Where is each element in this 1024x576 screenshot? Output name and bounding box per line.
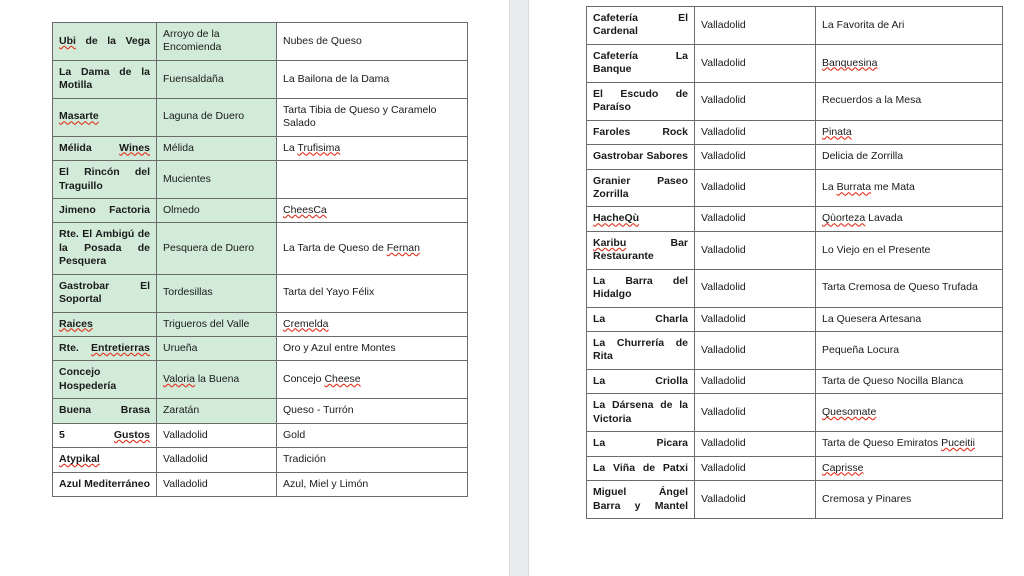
table-row <box>53 423 468 447</box>
restaurant-name-cell: Cafetería La Banque <box>587 44 695 82</box>
restaurant-name-cell: La Dama de la Motilla <box>53 60 157 98</box>
table-row <box>53 337 468 361</box>
restaurant-name-cell <box>53 98 157 136</box>
dish-cell: La Trufisima <box>277 136 468 160</box>
spellcheck-word: Banquesina <box>822 56 878 69</box>
restaurant-name-cell: Granier Paseo Zorrilla <box>587 169 695 207</box>
dish-cell <box>277 312 468 336</box>
table-row <box>53 399 468 423</box>
dish-cell: Tradición <box>277 448 468 472</box>
restaurant-name-cell <box>587 207 695 231</box>
spellcheck-word: Entretierras <box>91 342 150 354</box>
table-row <box>53 98 468 136</box>
spellcheck-word: Karibu <box>593 236 627 249</box>
restaurant-name-cell: Gastrobar Sabores <box>587 145 695 169</box>
restaurant-name-cell: Cafetería El Cardenal <box>587 7 695 45</box>
dish-cell: La Burrata me Mata <box>816 169 1003 207</box>
dish-cell: La Quesera Artesana <box>816 307 1003 331</box>
dish-cell: Cremosa y Pinares <box>816 481 1003 519</box>
table-row <box>53 198 468 222</box>
city-cell: Valladolid <box>695 394 816 432</box>
table-row <box>53 274 468 312</box>
restaurant-name-cell <box>53 448 157 472</box>
city-cell: Valladolid <box>695 207 816 231</box>
restaurant-table-page-1 <box>52 22 468 497</box>
restaurant-name-cell: La Viña de Patxi <box>587 456 695 480</box>
spellcheck-word: Raices <box>59 317 93 330</box>
table-row <box>587 7 1003 45</box>
city-cell: Valladolid <box>157 448 277 472</box>
city-cell: Fuensaldaña <box>157 60 277 98</box>
table-row <box>587 307 1003 331</box>
city-cell: Valladolid <box>695 332 816 370</box>
spellcheck-word: Trufisima <box>297 141 341 154</box>
restaurant-name-cell: La Dársena de la Victoria <box>587 394 695 432</box>
dish-cell: Delicia de Zorrilla <box>816 145 1003 169</box>
city-cell: Pesquera de Duero <box>157 223 277 274</box>
table-row <box>587 456 1003 480</box>
restaurant-name-cell: Faroles Rock <box>587 120 695 144</box>
table-row <box>587 369 1003 393</box>
table-row <box>587 332 1003 370</box>
table-row <box>587 432 1003 456</box>
spellcheck-word: Cheese <box>324 373 361 386</box>
spellcheck-word: Qùorteza <box>822 212 866 225</box>
city-cell: Valladolid <box>695 82 816 120</box>
restaurant-name-cell: La Charla <box>587 307 695 331</box>
spellcheck-word: Gustos <box>113 428 150 441</box>
dish-cell: Qùorteza Lavada <box>816 207 1003 231</box>
restaurant-name-cell: La Criolla <box>587 369 695 393</box>
spellcheck-word: Caprisse <box>822 461 864 474</box>
city-cell: Valladolid <box>695 456 816 480</box>
restaurant-name-cell: La Barra del Hidalgo <box>587 269 695 307</box>
spellcheck-word: Fernan <box>386 241 420 254</box>
restaurant-name-cell: Ubi de la Vega <box>53 23 157 61</box>
spellcheck-word: Valoria <box>163 373 195 386</box>
restaurant-name-cell: La Picara <box>587 432 695 456</box>
table-row <box>53 136 468 160</box>
table-row <box>53 161 468 199</box>
city-cell: Tordesillas <box>157 274 277 312</box>
restaurant-name-cell: Karibu Bar Restaurante <box>587 231 695 269</box>
city-cell: Valladolid <box>695 269 816 307</box>
spellcheck-word: Wines <box>119 141 150 154</box>
restaurant-name-cell: El Escudo de Paraíso <box>587 82 695 120</box>
city-cell: Olmedo <box>157 198 277 222</box>
page-gutter <box>510 0 528 576</box>
city-cell: Valladolid <box>695 120 816 144</box>
dish-cell: Concejo Cheese <box>277 361 468 399</box>
dish-cell: Tarta de Queso Nocilla Blanca <box>816 369 1003 393</box>
table-row <box>53 361 468 399</box>
restaurant-name-cell: La Churrería de Rita <box>587 332 695 370</box>
dish-cell: Oro y Azul entre Montes <box>277 337 468 361</box>
page-gutter-right-edge <box>528 0 529 576</box>
dish-cell: Gold <box>277 423 468 447</box>
city-cell: Valladolid <box>695 432 816 456</box>
table-row <box>587 207 1003 231</box>
table-row <box>587 44 1003 82</box>
dish-cell: Queso - Turrón <box>277 399 468 423</box>
restaurant-name-cell: Azul Mediterráneo <box>53 472 157 496</box>
restaurant-name-cell: Buena Brasa <box>53 399 157 423</box>
city-cell: Mélida <box>157 136 277 160</box>
spellcheck-word: Ubi <box>59 34 76 47</box>
dish-cell: Tarta Tibia de Queso y Caramelo Salado <box>277 98 468 136</box>
dish-cell: Tarta Cremosa de Queso Trufada <box>816 269 1003 307</box>
restaurant-table-page-2 <box>586 6 1003 519</box>
dish-cell <box>816 394 1003 432</box>
spellcheck-word: CheesCa <box>283 203 327 216</box>
spellcheck-word: Quesomate <box>822 406 877 419</box>
table-row <box>53 312 468 336</box>
restaurant-name-cell: Concejo Hospedería <box>53 361 157 399</box>
restaurant-name-cell <box>53 312 157 336</box>
spellcheck-word: Masarte <box>59 110 99 123</box>
dish-cell <box>277 198 468 222</box>
restaurant-name-cell: Jimeno Factoria <box>53 198 157 222</box>
dish-cell: Tarta del Yayo Félix <box>277 274 468 312</box>
table-row <box>53 448 468 472</box>
spellcheck-word: Pinata <box>822 125 852 138</box>
restaurant-name-cell: Miguel Ángel Barra y Mantel <box>587 481 695 519</box>
city-cell: Valladolid <box>695 307 816 331</box>
table-row <box>587 145 1003 169</box>
city-cell: Urueña <box>157 337 277 361</box>
city-cell: Trigueros del Valle <box>157 312 277 336</box>
city-cell: Laguna de Duero <box>157 98 277 136</box>
dish-cell: Nubes de Queso <box>277 23 468 61</box>
dish-cell <box>816 120 1003 144</box>
dish-cell <box>816 44 1003 82</box>
city-cell: Arroyo de la Encomienda <box>157 23 277 61</box>
spellcheck-word: Puceitii <box>941 437 975 450</box>
dish-cell <box>277 161 468 199</box>
city-cell: Valladolid <box>695 231 816 269</box>
dish-cell: La Favorita de Ari <box>816 7 1003 45</box>
spellcheck-word: Cremelda <box>283 317 329 330</box>
restaurant-name-cell: Mélida Wines <box>53 136 157 160</box>
table-row <box>587 231 1003 269</box>
table-row <box>587 82 1003 120</box>
city-cell: Valladolid <box>695 7 816 45</box>
dish-cell: La Tarta de Queso de Fernan <box>277 223 468 274</box>
city-cell: Valladolid <box>157 423 277 447</box>
city-cell: Valladolid <box>695 481 816 519</box>
city-cell: Valoria la Buena <box>157 361 277 399</box>
city-cell: Valladolid <box>695 169 816 207</box>
restaurant-name-cell: Rte. El Ambigú de la Posada de Pesquera <box>53 223 157 274</box>
table-row <box>587 481 1003 519</box>
dish-cell: La Bailona de la Dama <box>277 60 468 98</box>
table-row <box>53 223 468 274</box>
table-row <box>587 269 1003 307</box>
dish-cell: Azul, Miel y Limón <box>277 472 468 496</box>
restaurant-name-cell: Gastrobar El Soportal <box>53 274 157 312</box>
spellcheck-word: HacheQù <box>593 212 640 225</box>
restaurant-name-cell: 5 Gustos <box>53 423 157 447</box>
restaurant-name-cell: Rte. Entretierras <box>53 337 157 361</box>
city-cell: Valladolid <box>695 369 816 393</box>
city-cell: Valladolid <box>695 145 816 169</box>
dish-cell: Tarta de Queso Emiratos Puceitii <box>816 432 1003 456</box>
spellcheck-word: Atypikal <box>59 453 100 466</box>
table-row <box>587 169 1003 207</box>
dish-cell: Recuerdos a la Mesa <box>816 82 1003 120</box>
city-cell: Valladolid <box>695 44 816 82</box>
city-cell: Zaratán <box>157 399 277 423</box>
table-row <box>53 472 468 496</box>
table-row <box>587 120 1003 144</box>
restaurant-name-cell: El Rincón del Traguillo <box>53 161 157 199</box>
table-row <box>53 60 468 98</box>
dish-cell: Pequeña Locura <box>816 332 1003 370</box>
dish-cell: Lo Viejo en el Presente <box>816 231 1003 269</box>
city-cell: Valladolid <box>157 472 277 496</box>
table-row <box>53 23 468 61</box>
dish-cell <box>816 456 1003 480</box>
spellcheck-word: Burrata <box>836 181 872 194</box>
city-cell: Mucientes <box>157 161 277 199</box>
table-row <box>587 394 1003 432</box>
